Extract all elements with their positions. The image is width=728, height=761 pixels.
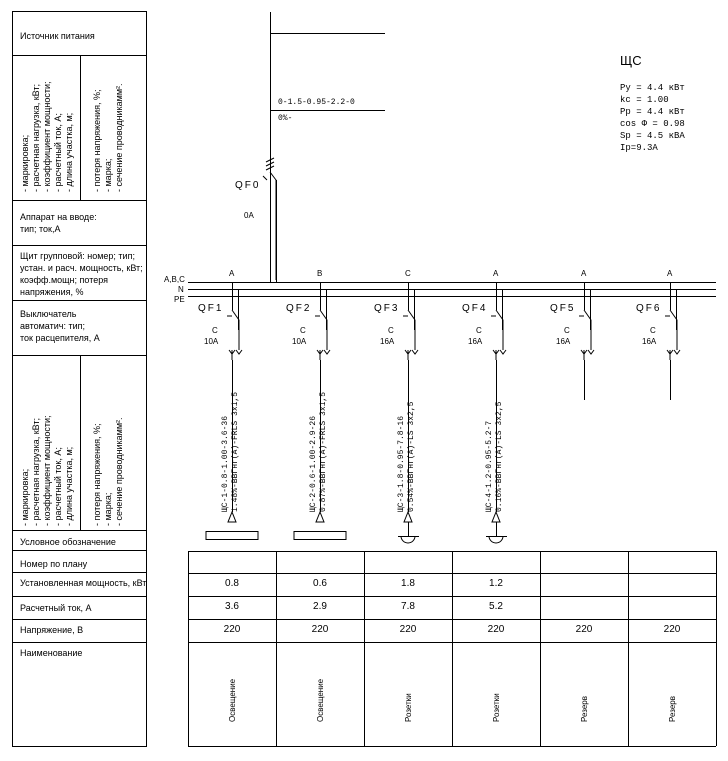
panel-param: Pp = 4.4 кВт <box>620 107 685 117</box>
cell-name: Резерв <box>580 696 589 722</box>
cell-voltage: 220 <box>311 624 329 635</box>
circuit-phase-label: C <box>405 269 411 278</box>
input-breaker-current: 0A <box>244 211 254 220</box>
cell-calc-current: 2.9 <box>313 601 327 612</box>
cable-spec: 0.87%-ВВГнг(А)-FRLS 3x1,5 <box>319 391 328 512</box>
terminal-triangle <box>316 512 324 522</box>
cell-voltage: 220 <box>663 624 681 635</box>
breaker-type: C <box>300 326 306 335</box>
breaker-type: C <box>564 326 570 335</box>
terminal-triangle <box>492 512 500 522</box>
circuit-phase-label: A <box>493 269 499 278</box>
input-breaker-name: QF0 <box>235 180 261 191</box>
circuit-phase-label: B <box>317 269 323 278</box>
legend-plan-number: Номер по плану <box>20 559 88 569</box>
circuit-phase-label: A <box>229 269 235 278</box>
legend-out-params-left: - маркировка; - расчетная нагрузка, кВт; - коэффициент мощности; - расчетный ток, А; - длина участка, м; <box>20 415 74 526</box>
lighting-symbol-icon <box>206 532 258 540</box>
cell-installed-power: 1.2 <box>489 578 503 589</box>
cell-name: Освещение <box>228 678 237 722</box>
legend-group-panel: Щит групповой: номер; тип; устан. и расч. мощность, кВт; коэфф.мощн; потеря напряжения, % <box>20 251 143 297</box>
breaker-current: 16A <box>556 337 571 346</box>
socket-symbol-icon <box>401 536 415 543</box>
breaker-name: QF5 <box>550 303 576 314</box>
cell-installed-power: 0.8 <box>225 578 239 589</box>
input-cable-line: 0-1.5-0.95-2.2-0 <box>278 98 355 107</box>
input-breaker-symbol <box>263 172 276 280</box>
legend-out-params-right: - потеря напряжения, %; - марка; - сечение проводникамм². <box>92 417 124 526</box>
breaker-name: QF2 <box>286 303 312 314</box>
breaker-current: 10A <box>204 337 219 346</box>
bus-neutral-label: N <box>178 285 184 294</box>
terminal-triangle <box>404 512 412 522</box>
legend-installed-power: Установленная мощность, кВт <box>20 578 147 588</box>
lighting-symbol-icon <box>294 532 346 540</box>
panel-param: Py = 4.4 кВт <box>620 83 685 93</box>
input-voltage-loss: 0%- <box>278 114 293 123</box>
breaker-name: QF6 <box>636 303 662 314</box>
breaker-current: 16A <box>468 337 483 346</box>
legend-power-source: Источник питания <box>20 31 95 41</box>
breaker-arrow-icon <box>229 350 242 354</box>
breaker-current: 16A <box>642 337 657 346</box>
cable-label <box>485 402 505 512</box>
circuit-phase-label: A <box>581 269 587 278</box>
panel-name: ЩС <box>620 53 642 68</box>
cable-marking: ЩС-1-0.8-1.00-3.6-36 <box>221 415 230 512</box>
legend-input-device: Аппарат на вводе: тип; ток,А <box>20 212 97 234</box>
cell-name: Освещение <box>316 678 325 722</box>
cell-voltage: 220 <box>575 624 593 635</box>
cell-installed-power: 1.8 <box>401 578 415 589</box>
cell-name: Резерв <box>668 696 677 722</box>
breaker-type: C <box>650 326 656 335</box>
cell-calc-current: 7.8 <box>401 601 415 612</box>
breaker-arrow-icon <box>405 350 418 354</box>
breaker-type: C <box>476 326 482 335</box>
legend-calc-current: Расчетный ток, А <box>20 603 92 613</box>
breaker-arrow-icon <box>667 350 680 354</box>
legend-input-params-left: - маркировка; - расчетная нагрузка, кВт; - коэффициент мощности; - расчетный ток, А; - длина участка, м; <box>20 81 74 192</box>
cell-voltage: 220 <box>399 624 417 635</box>
breaker-name: QF3 <box>374 303 400 314</box>
panel-param: cos Ф = 0.98 <box>620 119 685 129</box>
panel-param: Ip=9.3A <box>620 143 658 153</box>
cell-calc-current: 5.2 <box>489 601 503 612</box>
cell-calc-current: 3.6 <box>225 601 239 612</box>
cable-label <box>221 392 241 512</box>
legend-voltage: Напряжение, В <box>20 625 84 635</box>
cell-name: Розетки <box>404 693 413 722</box>
cable-marking: ЩС-2-0.6-1.00-2.9-26 <box>309 415 318 512</box>
bus-phases-label: A,B,C <box>164 275 185 284</box>
breaker-name: QF1 <box>198 303 224 314</box>
cable-spec: 0.54%-ВВГнг(А)-LS 3x2,5 <box>407 401 416 512</box>
panel-param: Sp = 4.5 кВА <box>620 131 685 141</box>
cell-installed-power: 0.6 <box>313 578 327 589</box>
circuit-phase-label: A <box>667 269 673 278</box>
breaker-current: 16A <box>380 337 395 346</box>
legend-name: Наименование <box>20 648 83 658</box>
cell-voltage: 220 <box>223 624 241 635</box>
cell-name: Розетки <box>492 693 501 722</box>
legend-symbol: Условное обозначение <box>20 537 116 547</box>
panel-param: kc = 1.00 <box>620 95 669 105</box>
breaker-name: QF4 <box>462 303 488 314</box>
cable-marking: ЩС-4-1.2-0.95-5.2-7 <box>485 420 494 512</box>
cable-label <box>397 402 417 512</box>
breaker-type: C <box>212 326 218 335</box>
legend-input-params-right: - потеря напряжения, %; - марка; - сечение проводникамм². <box>92 83 124 192</box>
cable-marker-icon <box>266 158 274 170</box>
socket-symbol-icon <box>489 536 503 543</box>
cell-voltage: 220 <box>487 624 505 635</box>
terminal-triangle <box>228 512 236 522</box>
breaker-arrow-icon <box>581 350 594 354</box>
legend-breaker: Выключатель автоматич: тип; ток расцепителя, А <box>20 309 100 343</box>
breaker-type: C <box>388 326 394 335</box>
breaker-current: 10A <box>292 337 307 346</box>
panel-params <box>620 82 685 154</box>
cable-spec: 0.16%-ВВГнг(А)-LS 3x2,5 <box>495 401 504 512</box>
cable-label <box>309 392 329 512</box>
cable-marking: ЩС-3-1.8-0.95-7.8-16 <box>397 415 406 512</box>
bus-pe-label: PE <box>174 295 185 304</box>
cable-spec: 1.48%-ВВГнг(А)-FRLS 3x1,5 <box>231 391 240 512</box>
breaker-arrow-icon <box>317 350 330 354</box>
breaker-arrow-icon <box>493 350 506 354</box>
